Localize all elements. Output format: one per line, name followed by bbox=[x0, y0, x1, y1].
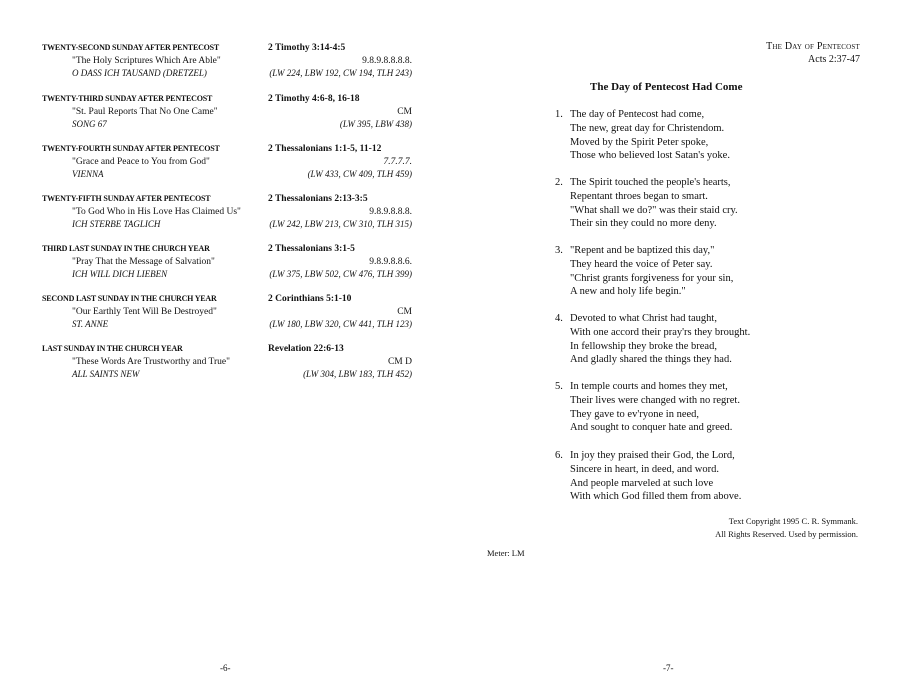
tune-name: ICH WILL DICH LIEBEN bbox=[72, 269, 168, 279]
hymnal-references: (LW 180, LBW 320, CW 441, TLH 123) bbox=[269, 319, 412, 329]
lectionary-entry bbox=[42, 193, 412, 231]
occasion-title: SECOND LAST SUNDAY IN THE CHURCH YEAR bbox=[42, 294, 217, 303]
hymn-meter: 9.8.9.8.8.8. bbox=[369, 206, 412, 217]
occasion-title: THIRD LAST SUNDAY IN THE CHURCH YEAR bbox=[42, 244, 210, 253]
stanza-number: 1. bbox=[555, 109, 563, 120]
stanza-line: Their sin they could no more deny. bbox=[570, 218, 717, 230]
stanza-line: In fellowship they broke the bread, bbox=[570, 340, 717, 352]
page-number: -6- bbox=[220, 663, 231, 673]
hymn-meter: 9.8.9.8.8.6. bbox=[369, 256, 412, 267]
scripture-reference: 2 Thessalonians 1:1-5, 11-12 bbox=[268, 144, 382, 154]
hymnal-references: (LW 395, LBW 438) bbox=[339, 119, 412, 129]
lectionary-entry bbox=[42, 343, 412, 381]
stanza-line: Their lives were changed with no regret. bbox=[570, 394, 740, 406]
scripture-reference: 2 Corinthians 5:1-10 bbox=[268, 294, 352, 304]
hymnal-references: (LW 242, LBW 213, CW 310, TLH 315) bbox=[269, 219, 412, 229]
stanza-number: 3. bbox=[555, 245, 563, 256]
hymn-title: "Grace and Peace to You from God" bbox=[72, 156, 210, 167]
hymn-meter: CM bbox=[397, 106, 412, 117]
page-header bbox=[766, 40, 860, 66]
page-number: -7- bbox=[663, 663, 674, 673]
hymnal-references: (LW 304, LBW 183, TLH 452) bbox=[303, 369, 412, 379]
stanza-line: With which God filled them from above. bbox=[570, 491, 742, 503]
hymn-title: "To God Who in His Love Has Claimed Us" bbox=[72, 206, 241, 217]
hymnal-references: (LW 375, LBW 502, CW 476, TLH 399) bbox=[269, 269, 412, 279]
stanza-line: The day of Pentecost had come, bbox=[570, 109, 705, 120]
scripture-reference: 2 Timothy 4:6-8, 16-18 bbox=[268, 94, 360, 104]
stanza-line: "What shall we do?" was their staid cry. bbox=[570, 204, 738, 216]
stanza-line: And gladly shared the things they had. bbox=[570, 354, 732, 366]
stanza-line: Devoted to what Christ had taught, bbox=[570, 313, 717, 324]
lectionary-entry bbox=[42, 42, 412, 80]
tune-name: ALL SAINTS NEW bbox=[72, 369, 140, 379]
tune-name: ICH STERBE TAGLICH bbox=[72, 219, 161, 229]
hymn-meter: CM D bbox=[387, 356, 412, 367]
stanza-line: Repentant throes began to smart. bbox=[570, 190, 708, 202]
tune-name: SONG 67 bbox=[72, 119, 107, 129]
stanza-line: They gave to ev'ryone in need, bbox=[570, 408, 700, 420]
stanza-line: And sought to conquer hate and greed. bbox=[570, 422, 733, 434]
hymn-title: "Our Earthly Tent Will Be Destroyed" bbox=[72, 306, 217, 317]
right-page bbox=[450, 0, 900, 696]
stanza-line: In joy they praised their God, the Lord, bbox=[570, 450, 735, 461]
stanza-line: A new and holy life begin." bbox=[570, 286, 686, 298]
hymnal-references: (LW 433, CW 409, TLH 459) bbox=[307, 169, 412, 179]
scripture-reference: 2 Thessalonians 2:13-3:5 bbox=[268, 194, 368, 204]
permission-line: All Rights Reserved. Used by permission. bbox=[715, 528, 858, 539]
stanza-line: Moved by the Spirit Peter spoke, bbox=[570, 136, 709, 148]
tune-name: O DASS ICH TAUSAND (DRETZEL) bbox=[72, 68, 207, 78]
occasion-title: TWENTY-THIRD SUNDAY AFTER PENTECOST bbox=[42, 94, 213, 103]
stanza-line: Sincere in heart, in deed, and word. bbox=[570, 463, 719, 475]
hymn-meter: CM bbox=[397, 306, 412, 317]
tune-name: ST. ANNE bbox=[72, 319, 109, 329]
occasion-title: TWENTY-FIFTH SUNDAY AFTER PENTECOST bbox=[42, 194, 211, 203]
lectionary-entry bbox=[42, 143, 412, 181]
stanza-number: 2. bbox=[555, 177, 563, 188]
stanza-line: And people marveled at such love bbox=[570, 477, 714, 489]
hymn-title: "The Holy Scriptures Which Are Able" bbox=[72, 55, 221, 66]
hymn-heading: The Day of Pentecost Had Come bbox=[590, 81, 743, 93]
scripture-reference: Revelation 22:6-13 bbox=[268, 344, 344, 354]
hymnal-references: (LW 224, LBW 192, CW 194, TLH 243) bbox=[269, 68, 412, 78]
stanza-line: The new, great day for Christendom. bbox=[570, 122, 725, 134]
occasion-title: TWENTY-SECOND SUNDAY AFTER PENTECOST bbox=[42, 43, 220, 52]
stanza-number: 5. bbox=[555, 381, 563, 392]
stanza-line: They heard the voice of Peter say. bbox=[570, 258, 713, 270]
scripture-reference: 2 Timothy 3:14-4:5 bbox=[268, 43, 346, 53]
meter-label: Meter: LM bbox=[487, 548, 525, 558]
lectionary-entry bbox=[42, 93, 412, 131]
occasion-title: LAST SUNDAY IN THE CHURCH YEAR bbox=[42, 344, 183, 353]
lectionary-entry bbox=[42, 243, 412, 281]
stanza-line: In temple courts and homes they met, bbox=[570, 381, 728, 392]
hymn-title: "These Words Are Trustworthy and True" bbox=[72, 356, 231, 367]
hymn-meter: 9.8.9.8.8.8.8. bbox=[362, 55, 412, 66]
tune-name: VIENNA bbox=[72, 169, 104, 179]
occasion-title: TWENTY-FOURTH SUNDAY AFTER PENTECOST bbox=[42, 144, 220, 153]
stanza-number: 4. bbox=[555, 313, 563, 324]
occasion-title: The Day of Pentecost bbox=[766, 41, 860, 52]
stanza-line: "Christ grants forgiveness for your sin, bbox=[570, 272, 734, 284]
copyright-notice bbox=[715, 515, 858, 540]
scripture-reference: Acts 2:37-47 bbox=[808, 54, 860, 65]
lectionary-entry bbox=[42, 293, 412, 331]
hymn-title: "St. Paul Reports That No One Came" bbox=[72, 106, 218, 117]
copyright-line: Text Copyright 1995 C. R. Symmank. bbox=[728, 516, 858, 526]
stanza-line: With one accord their pray'rs they brought. bbox=[570, 326, 751, 338]
hymn-meter: 7.7.7.7. bbox=[383, 156, 412, 167]
stanza-line: "Repent and be baptized this day," bbox=[570, 245, 715, 256]
hymn-title: "Pray That the Message of Salvation" bbox=[72, 256, 215, 267]
scripture-reference: 2 Thessalonians 3:1-5 bbox=[268, 244, 355, 254]
stanza-line: Those who believed lost Satan's yoke. bbox=[570, 150, 730, 162]
stanza-number: 6. bbox=[555, 450, 563, 461]
stanza-line: The Spirit touched the people's hearts, bbox=[570, 177, 731, 188]
